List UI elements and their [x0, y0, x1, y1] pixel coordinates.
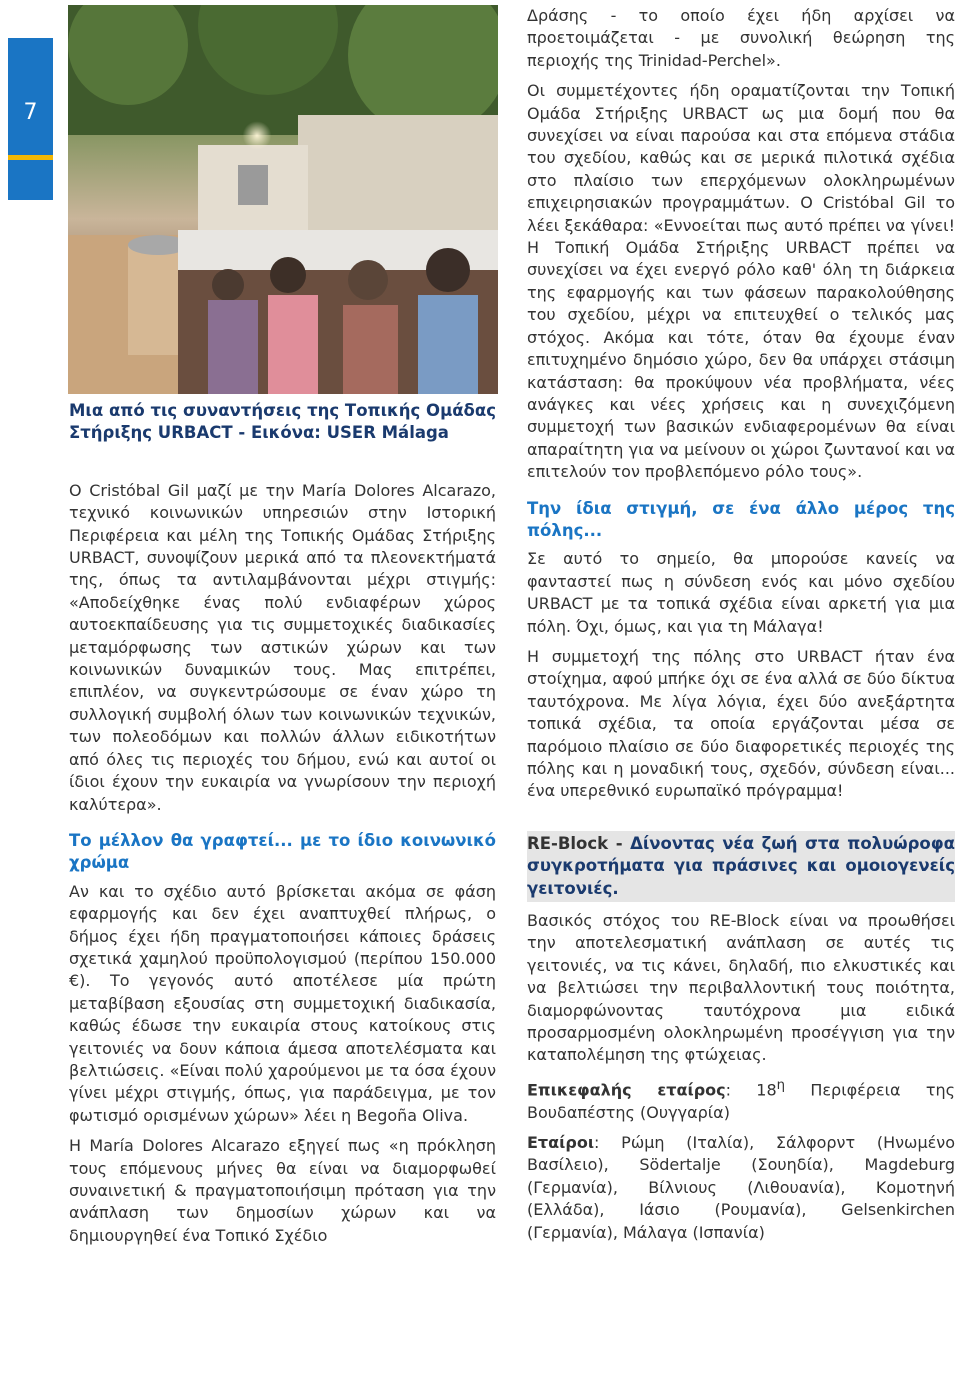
lead-partner-label: Επικεφαλής εταίρος [527, 1080, 726, 1100]
lead-partner [527, 1075, 955, 1124]
paragraph: Η María Dolores Alcarazo εξηγεί πως «η πρόκληση τους επόμενους μήνες θα είναι να διαμορφωθεί συναινετική & πραγματοποιήσιμη πρόταση για την ανάπλαση των δημοσίων χώρων και να δημιουργηθεί ένα Τοπικό Σχέδιο [69, 1136, 496, 1245]
paragraph: Η συμμετοχή της πόλης στο URBACT ήταν ένα στοίχημα, αφού μπήκε όχι σε ένα αλλά σε δύο δίκτυα ταυτόχρονα. Με λίγα λόγια, έχει δύο ανεξάρτητα τοπικά σχέδια, τα οποία εργάζονται μέσα σε παρόμοιο πλαίσιο σε δύο διαφορετικές περιοχές της πόλης και η μοναδική τους, σχεδόν, σύνδεση είναι... ένα υπερεθνικό ευρωπαϊκό πρόγραμμα! [527, 646, 955, 801]
paragraph: Βασικός στόχος του RE-Block είναι να προωθήσει την αποτελεσματική ανάπλαση σε αυτές τις γειτονιές, να τις κάνει, δηλαδή, πιο ελκυστικές και να βελτιώσει την περιβαλλοντική τους ποιότητα, διαμορφώνοντας ταυτόχρονα μια ειδικά προσαρμοσμένη ολοκληρωμένη προσέγγιση για την καταπολέμηση της φτώχειας. [527, 911, 955, 1065]
paragraph: Οι συμμετέχοντες ήδη οραματίζονται την Τοπική Ομάδα Στήριξης URBACT ως μια δομή που θα συνεχίσει να είναι παρούσα και στα επόμενα στάδια του σχεδίου, καθώς και σε μερικά πιλοτικά σχέδια στο πλαίσιο των επερχόμενων ολοκληρωμένων επιχειρησιακών προγραμμάτων. Ο Cristóbal Gil το λέει ξεκάθαρα: «Εννοείται πως αυτό πρέπει να γίνει! Η Τοπική Ομάδα Στήριξης URBACT πρέπει να συνεχίσει να έχει ενεργό ρόλο καθ' όλη τη διάρκεια της εφαρμογής και των φάσεων παρακολούθησης του σχεδίου, μέχρι να επιτευχθεί ο τελικός μας στόχος. Ακόμα και τότε, όταν θα έχουμε έναν επιτυχημένο δημόσιο χώρο, δεν θα υπάρχει στάσιμη κατάσταση: θα προκύψουν νέα προβλήματα, νέες ανάγκες και νέες χρήσεις και η συνεχιζόμενη συμμετοχή των βασικών ενδιαφερομένων θα είναι απαραίτητη για να μείνουν οι χώροι ζωντανοί και να επιτελούν τον προβλεπόμενο ρόλο τους». [527, 81, 955, 482]
photo-meeting-icon [68, 5, 498, 394]
paragraph: Αν και το σχέδιο αυτό βρίσκεται ακόμα σε φάση εφαρμογής και δεν έχει αναπτυχθεί πλήρως, ο δήμος έχει ήδη πραγματοποιήσει κάποιες δράσεις σχετικά χαμηλού προϋπολογισμού (περίπου 150.000 €). Το γεγονός αυτό αποτέλεσε μία πρώτη μεταβίβαση εξουσίας στη συμμετοχική διαδικασία, καθώς έδωσε την ευκαιρία στους κατοίκους στις γειτονιές να δουν κάποια άμεσα αποτελέσματα και βελτιώσεις. «Είναι πολύ χαρούμενοι με τα όσα έχουν γίνει μέχρι στιγμής, όπως, για παράδειγμα, με τον φωτισμό ορισμένων χώρων» λέει η Begoña Oliva. [69, 881, 496, 1125]
lead-partner-text-a: : 18 [725, 1080, 777, 1100]
accent-strip [8, 155, 53, 160]
page-number: 7 [23, 100, 38, 125]
reblock-heading-desc: Δίνοντας νέα ζωή στα πολυώροφα συγκροτήματα για πράσινες και ομοιογενείς γειτονιές. [527, 833, 955, 898]
lead-partner-text-b: Περιφέρεια της Βουδαπέστης (Ουγγαρία) [527, 1080, 955, 1122]
reblock-heading [527, 831, 955, 902]
partners-label: Εταίροι [527, 1133, 595, 1153]
right-column [527, 5, 955, 1252]
lead-partner-sup: η [776, 1077, 786, 1093]
paragraph: Δράσης - το οποίο έχει ήδη αρχίσει να προετοιμάζεται - με συνολική θεώρηση της περιοχής της Trinidad-Perchel». [527, 6, 955, 70]
partners [527, 1132, 955, 1244]
section-heading: Το μέλλον θα γραφτεί... με το ίδιο κοινωνικό χρώμα [69, 830, 496, 873]
section-heading: Την ίδια στιγμή, σε ένα άλλο μέρος της πόλης... [527, 498, 955, 540]
left-column [69, 400, 496, 1255]
meeting-photo [68, 5, 498, 394]
paragraph: O Cristóbal Gil μαζί με την María Dolores Alcarazo, τεχνικό κοινωνικών υπηρεσιών στην Ιστορική Περιφέρεια και μέλη της Τοπικής Ομάδας Στήριξης URBACT, συνοψίζουν μερικά από τα πλεονεκτήματά της, όπως τα αντιλαμβάνονται μέχρι στιγμής: «Αποδείχθηκε ένας πολύ ενδιαφέρων χώρος αυτοεκπαίδευσης για τις συμμετοχικές διαδικασίες μεταμόρφωσης των αστικών χώρων και των κοινωνικών δυναμικών τους. Μας επιτρέπει, επιπλέον, να συγκεντρώσουμε σε έναν χώρο τη συλλογική συμβολή όλων των κοινωνικών τεχνικών, των πολεοδόμων και πολλών άλλων ειδικοτήτων από όλες τις περιοχές του δήμου, ενώ και αυτοί οι ίδιοι έχουν την ευκαιρία να γνωρίσουν την περιοχή καλύτερα». [69, 480, 496, 814]
paragraph: Σε αυτό το σημείο, θα μπορούσε κανείς να φανταστεί πως η σύνδεση ενός και μόνο σχεδίου URBACT με τα τοπικά σχέδια είναι αρκετή για μια πόλη. Όχι, όμως, και για τη Μάλαγα! [527, 549, 955, 636]
photo-caption: Μια από τις συναντήσεις της Τοπικής Ομάδας Στήριξης URBACT - Εικόνα: USER Málaga [69, 401, 496, 443]
reblock-heading-name: RE-Block - [527, 833, 631, 853]
partners-text: : Ρώμη (Ιταλία), Σάλφορντ (Ηνωμένο Βασίλειο), Södertalje (Σουηδία), Magdeburg (Γερμανία), Βίλνιους (Λιθουανία), Κομοτηνή (Ελλάδα), Ιάσιο (Ρουμανία), Gelsenkirchen (Γερμανία), Μάλαγα (Ισπανία) [527, 1133, 955, 1242]
